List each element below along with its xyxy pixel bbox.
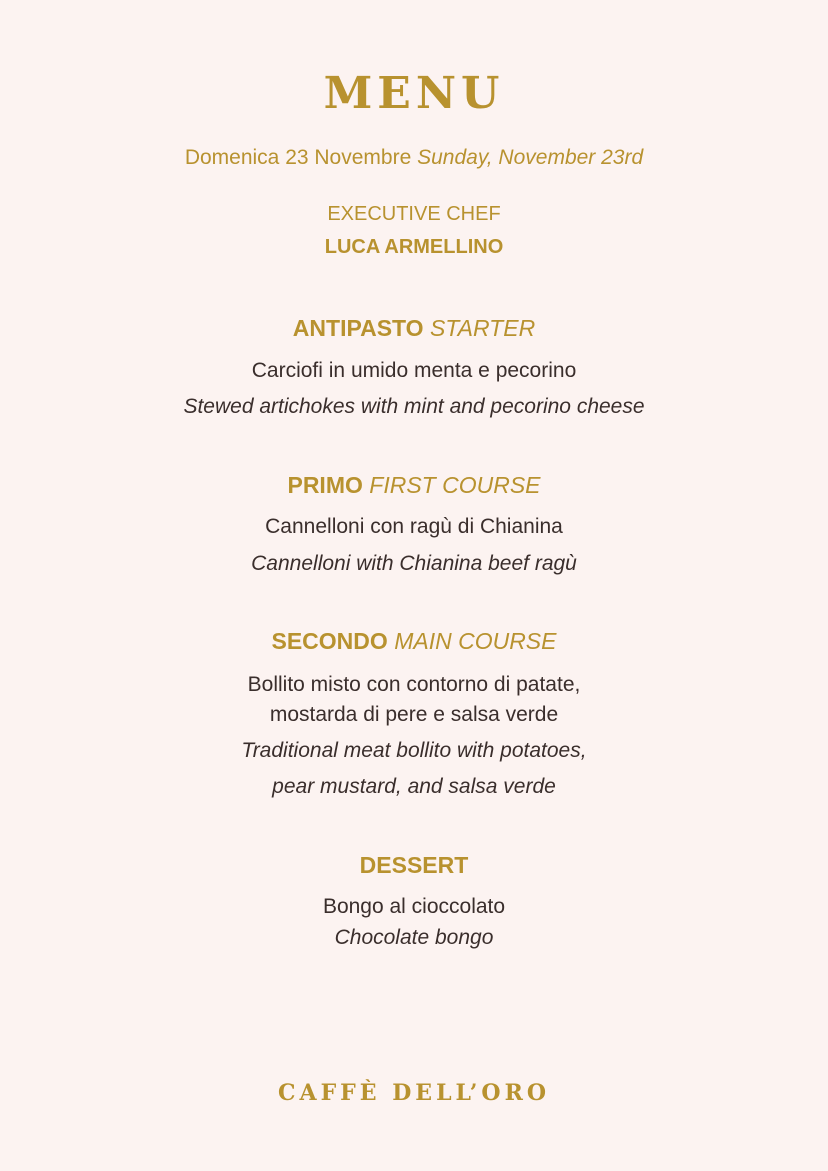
chef-label: EXECUTIVE CHEF: [327, 203, 501, 225]
brand-logo: CAFFÈ DELL’ORO: [277, 1080, 551, 1106]
dish-english-primo: Cannelloni with Chianina beef ragù: [251, 552, 577, 575]
menu-title: MENU: [323, 68, 505, 119]
dish-italian-dessert: Bongo al cioccolato: [322, 895, 506, 918]
dish-italian-antipasto: Carciofi in umido menta e pecorino: [251, 359, 577, 382]
date-italian: Domenica 23 Novembre: [184, 146, 412, 169]
chef-name: LUCA ARMELLINO: [324, 236, 504, 258]
dish-italian-secondo-line-1: Bollito misto con contorno di patate,: [247, 673, 581, 696]
date-english: Sunday, November 23rd: [417, 146, 644, 169]
section-heading-italian: SECONDO: [271, 628, 388, 654]
dish-english-secondo-line-1: Traditional meat bollito with potatoes,: [241, 739, 587, 762]
section-heading-italian: DESSERT: [359, 852, 469, 878]
section-heading-italian: ANTIPASTO: [292, 315, 424, 341]
dish-italian-primo: Cannelloni con ragù di Chianina: [265, 515, 563, 538]
section-heading-english: MAIN COURSE: [394, 628, 557, 654]
section-heading-antipasto: [0, 313, 828, 343]
dish-english-dessert: Chocolate bongo: [334, 926, 494, 949]
section-heading-italian: PRIMO: [287, 472, 363, 498]
dish-english-secondo-line-2: pear mustard, and salsa verde: [272, 775, 556, 798]
section-heading-english: FIRST COURSE: [369, 472, 541, 498]
section-heading-primo: [0, 470, 828, 500]
section-heading-secondo: [0, 626, 828, 656]
dish-italian-secondo-line-2: mostarda di pere e salsa verde: [269, 703, 559, 726]
section-heading-dessert: [0, 850, 828, 880]
dish-english-antipasto: Stewed artichokes with mint and pecorino cheese: [183, 395, 645, 418]
menu-date: [0, 144, 828, 172]
section-heading-english: STARTER: [429, 315, 536, 341]
